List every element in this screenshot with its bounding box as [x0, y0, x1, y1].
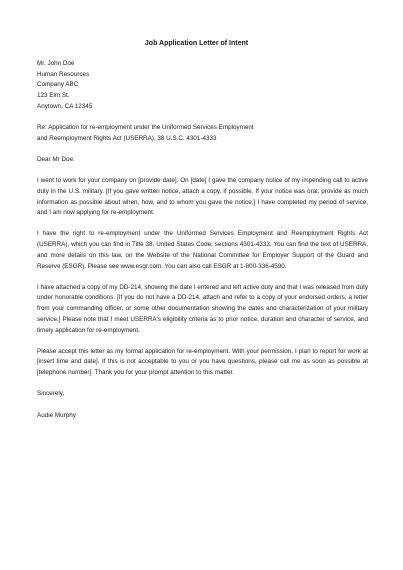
paragraph-3: I have attached a copy of my DD-214, showing the date I entered and left active duty and that I was released from duty under honorable conditions. [If you do not have a DD-214, attach and refer to a copy of your endorsed orders, a letter from your commanding officer, or some other documentation showing the dates and characterization of your military service.] Please note that I meet USERRA's eligibility criteria as to prior notice, duration and character of service, and timely application for re-employment. [37, 283, 368, 334]
recipient-company: Company ABC [37, 81, 79, 89]
recipient-street: 123 Elm St. [37, 92, 70, 100]
recipient-city: Anytown, CA 12345 [37, 102, 93, 110]
paragraph-4: Please accept this letter as my formal application for re-employment. With your permission, I plan to report for work at [insert time and date]. If this is not acceptable to you or you have questions, please call me as soon as possible at [telephone number]. Thank you for your prompt attention to this matter. [37, 347, 368, 377]
subject-line [37, 123, 368, 144]
recipient-department: Human Resources [37, 70, 90, 78]
closing: Sincerely, [37, 390, 65, 398]
recipient-name: Mr. John Doe [37, 60, 75, 67]
paragraph-2: I have the right to re-employment under the Uniformed Services Employment and Reemployment Rights Act (USERRA), which you can find in Title 38, United States Code, sections 4301-4333. You can find the text of USERRA, and more details on this law, on the Website of the National Committee for Employer Support of the Guard and Reserve (ESGR). Please see www.esgr.com. You can also call ESGR at 1-800-336-4590. [37, 230, 368, 270]
signature-name: Audie Murphy [37, 411, 76, 419]
salutation: Dear Mr Doe: [37, 155, 75, 163]
letter-title: Job Application Letter of Intent [144, 40, 249, 47]
subject-line-2: and Reemployment Rights Act (USERRA), 38 U.S.C. 4301-4333 [37, 134, 217, 142]
subject-line-1: Re: Application for re-employment under the Uniformed Services Employment [37, 124, 254, 132]
recipient-address [37, 59, 368, 113]
paragraph-1: I went to work for your company on [provide date]. On [date] I gave the company notice of my impending call to active duty in the U.S. military. [If you gave written notice, attach a copy, if possible. If your notice was oral, provide as much information as possible about when, how, and to whom you gave the notice.] I have completed my period of service, and I am now applying for re-employment. [37, 177, 368, 217]
